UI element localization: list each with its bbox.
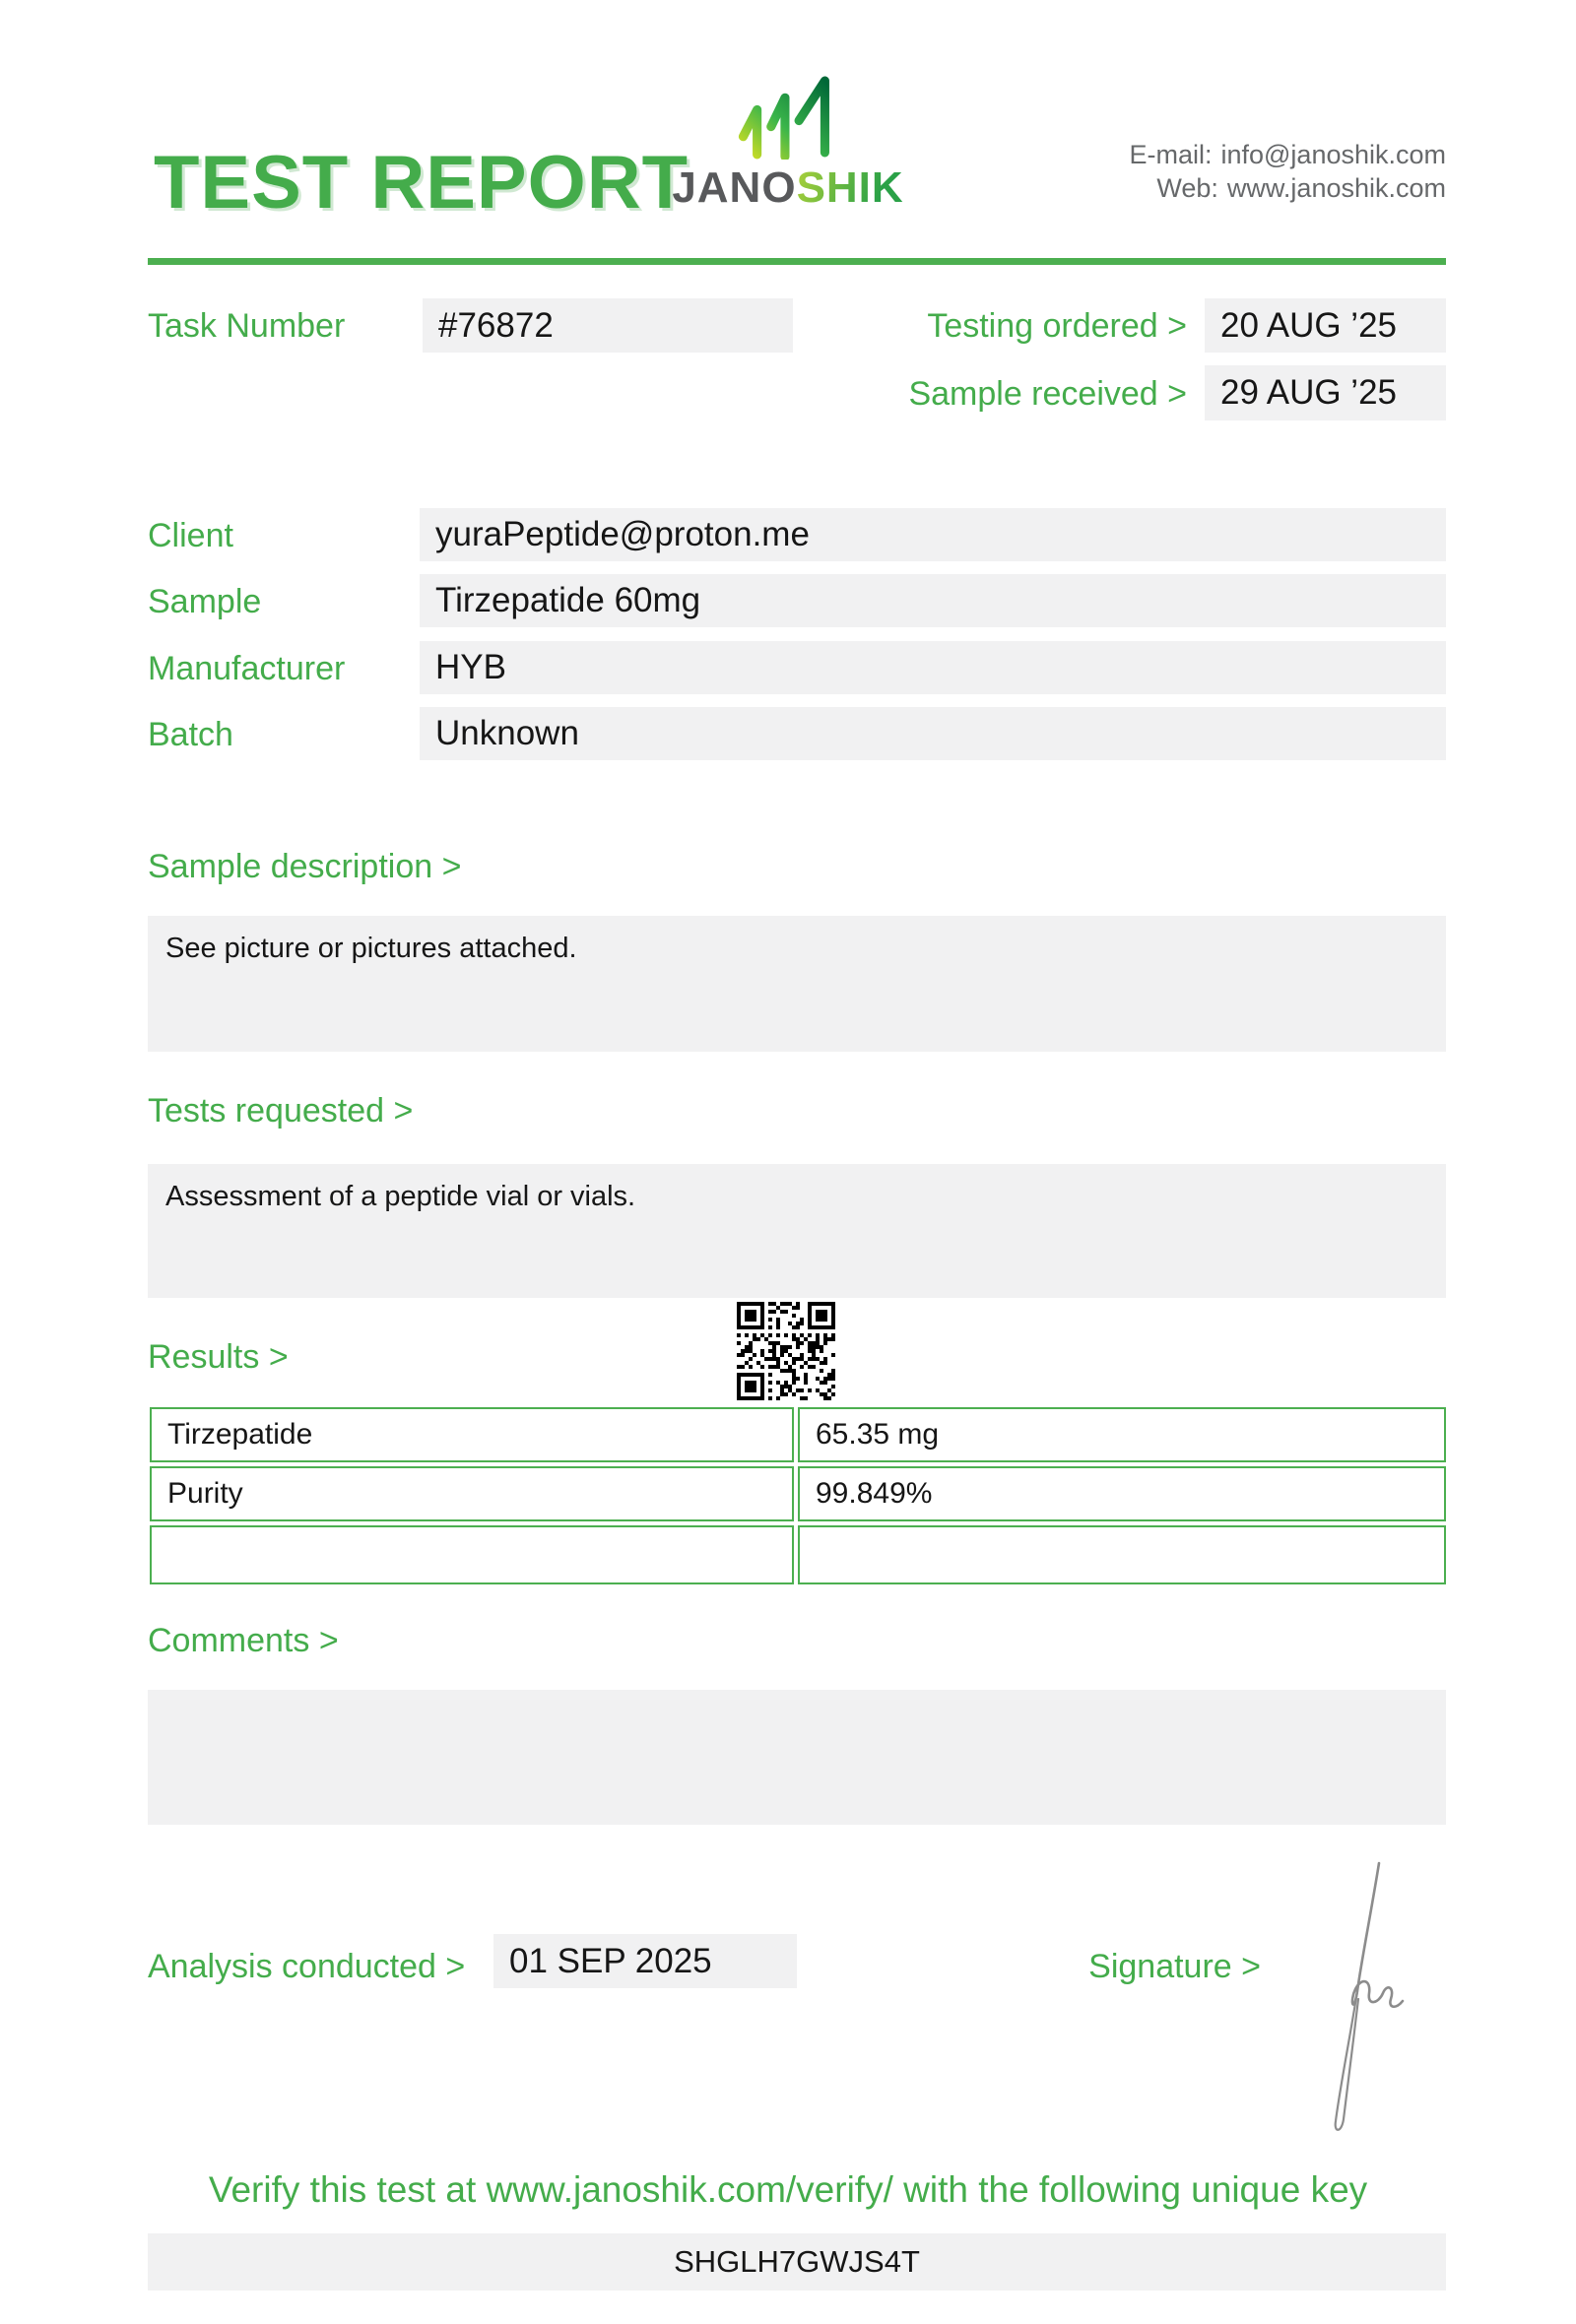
result-name-cell: Tirzepatide — [150, 1407, 794, 1462]
result-value-cell: 65.35 mg — [798, 1407, 1446, 1462]
manufacturer-label: Manufacturer — [148, 650, 346, 687]
logo-text-jano: JANO — [672, 163, 797, 212]
contact-web-line — [953, 171, 1446, 205]
analysis-conducted-label: Analysis conducted > — [148, 1948, 466, 1985]
header-divider — [148, 258, 1446, 265]
sample-description-heading: Sample description > — [148, 848, 462, 885]
result-value-cell — [798, 1525, 1446, 1584]
logo-wordmark — [640, 163, 936, 213]
sample-received-field: 29 AUG ’25 — [1205, 365, 1446, 420]
testing-ordered-label: Testing ordered > — [927, 307, 1187, 345]
result-name-cell — [150, 1525, 794, 1584]
logo-text-shik: SHIK — [796, 163, 904, 212]
client-field: yuraPeptide@proton.me — [420, 508, 1446, 561]
signature-label: Signature > — [1088, 1948, 1261, 1985]
comments-box — [148, 1690, 1446, 1825]
result-name-cell: Purity — [150, 1466, 794, 1521]
results-heading: Results > — [148, 1338, 289, 1376]
web-label: Web: — [1156, 173, 1218, 203]
email-value: info@janoshik.com — [1220, 140, 1446, 169]
qr-code — [737, 1302, 835, 1400]
task-number-field: #76872 — [423, 298, 793, 353]
verify-instruction: Verify this test at www.janoshik.com/verify/ with the following unique key — [208, 2169, 1368, 2210]
sample-description-box: See picture or pictures attached. — [148, 916, 1446, 1052]
analysis-date-field: 01 SEP 2025 — [493, 1934, 797, 1988]
tests-requested-heading: Tests requested > — [148, 1092, 414, 1130]
logo-chart-icon — [735, 75, 845, 160]
results-table — [150, 1407, 1446, 1584]
testing-ordered-field: 20 AUG ’25 — [1205, 298, 1446, 353]
task-number-label: Task Number — [148, 307, 346, 345]
page-title: TEST REPORT — [154, 141, 690, 225]
sample-label: Sample — [148, 583, 262, 620]
tests-requested-box: Assessment of a peptide vial or vials. — [148, 1164, 1446, 1298]
sample-received-label: Sample received > — [908, 375, 1187, 413]
signature-image — [1292, 1853, 1430, 2139]
result-value-cell: 99.849% — [798, 1466, 1446, 1521]
batch-label: Batch — [148, 716, 233, 753]
comments-heading: Comments > — [148, 1622, 339, 1659]
client-label: Client — [148, 517, 233, 554]
batch-field: Unknown — [420, 707, 1446, 760]
manufacturer-field: HYB — [420, 641, 1446, 694]
sample-field: Tirzepatide 60mg — [420, 574, 1446, 627]
contact-email-line — [953, 138, 1446, 171]
web-value: www.janoshik.com — [1226, 173, 1446, 203]
contact-block — [953, 138, 1446, 205]
email-label: E-mail: — [1129, 140, 1213, 169]
verify-key-field: SHGLH7GWJS4T — [148, 2233, 1446, 2291]
